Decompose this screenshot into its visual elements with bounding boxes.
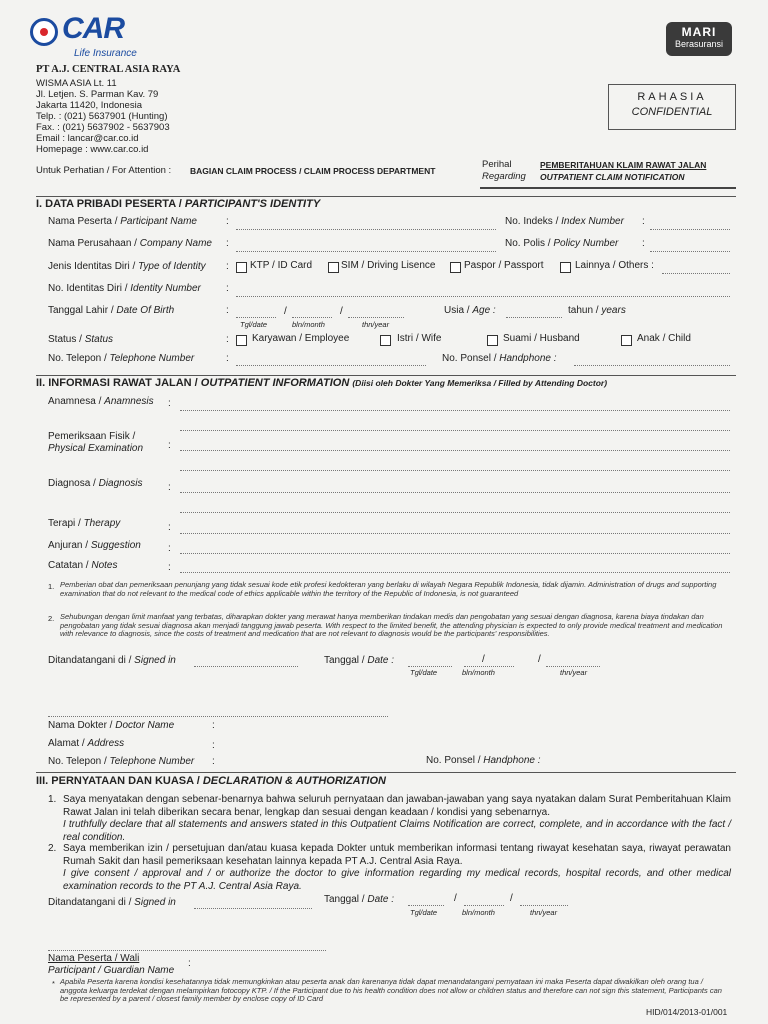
- rahasia-label: RAHASIA: [637, 91, 707, 103]
- label-en: Date Of Birth: [116, 305, 175, 316]
- label-en: Identity Number: [130, 283, 201, 294]
- declaration-number-2: 2.: [48, 843, 57, 854]
- suggestion-label: [48, 540, 141, 551]
- doctor-date-month-field[interactable]: [464, 666, 514, 667]
- note-number-1: 1.: [48, 582, 55, 591]
- label-id: Diagnosa /: [48, 478, 99, 489]
- badge-top: MARI: [681, 25, 717, 39]
- confidential-label: CONFIDENTIAL: [631, 106, 713, 118]
- label-en: Notes: [91, 560, 118, 571]
- label-id: Usia /: [444, 305, 473, 316]
- dob-year-field[interactable]: [348, 317, 404, 318]
- handphone-field[interactable]: [574, 365, 730, 366]
- confidential-box: [608, 84, 736, 130]
- address-line-3: Jakarta 11420, Indonesia: [36, 100, 142, 111]
- status-label: [48, 334, 113, 345]
- declaration-1: [63, 794, 731, 844]
- date-day-caption: Tgl/date: [410, 908, 438, 917]
- therapy-label: [48, 518, 120, 529]
- label-id: Tanggal Lahir /: [48, 305, 117, 316]
- label-id: Catatan /: [48, 560, 92, 571]
- participant-date-month-field[interactable]: [464, 905, 504, 906]
- physical-exam-field-1[interactable]: [180, 450, 730, 451]
- regarding-label: Regarding: [482, 171, 526, 182]
- address-homepage: Homepage : www.car.co.id: [36, 144, 149, 155]
- section2-rule: [36, 375, 736, 376]
- identity-type-label: [48, 261, 206, 272]
- footnote: Apabila Peserta karena kondisi kesehatannya tidak memungkinkan atau peserta anak dan karenanya tidak dapat menandatangani pernyataan ini maka Peserta dapat diwakilkan oleh orang tua / anggota keluarga terdekat dengan melampirkan fotocopy KTP. / If the Participant due to his health condition does not allow or children status and therefore can not sign this statement, Participants can be represented by a parent / closest family member by enclose copy of ID Card: [60, 977, 722, 1003]
- employee-label: Karyawan / Employee: [252, 333, 350, 344]
- label-id: Terapi /: [48, 518, 84, 529]
- participant-signature-field[interactable]: [48, 950, 326, 951]
- label-en: Anamnesis: [104, 396, 154, 407]
- section1-title: [36, 198, 320, 210]
- dob-month-field[interactable]: [292, 317, 332, 318]
- others-field[interactable]: [662, 273, 730, 274]
- label-en: Policy Number: [553, 238, 619, 249]
- declaration-2: [63, 843, 731, 893]
- doctor-address-label: [48, 738, 124, 749]
- age-label: [444, 305, 496, 316]
- label-id: Nama Perusahaan /: [48, 238, 140, 249]
- colon: :: [212, 740, 215, 751]
- notes-field[interactable]: [180, 572, 730, 573]
- footnote-asterisk: *: [52, 979, 55, 988]
- age-field[interactable]: [506, 317, 562, 318]
- label-id: No. Telepon /: [48, 353, 110, 364]
- section2-title-id: II. INFORMASI RAWAT JALAN /: [36, 377, 201, 389]
- doctor-name-label: [48, 720, 174, 731]
- others-label: Lainnya / Others :: [575, 260, 654, 271]
- physical-exam-field-2[interactable]: [180, 470, 730, 471]
- label-en: Telephone Number: [109, 353, 195, 364]
- date-separator: /: [538, 654, 541, 665]
- participant-name-label: [48, 216, 197, 227]
- child-label: Anak / Child: [637, 333, 691, 344]
- section1-title-id: I. DATA PRIBADI PESERTA /: [36, 198, 185, 210]
- label-id: No. Indeks /: [505, 216, 562, 227]
- colon: :: [226, 283, 229, 294]
- child-checkbox[interactable]: [621, 335, 632, 346]
- attention-label: Untuk Perhatian / For Attention :: [36, 165, 172, 176]
- index-number-label: [505, 216, 624, 227]
- anamnesis-field-1[interactable]: [180, 410, 730, 411]
- date-year-caption: thn/year: [560, 668, 588, 677]
- others-checkbox[interactable]: [560, 262, 571, 273]
- regarding-value: OUTPATIENT CLAIM NOTIFICATION: [540, 172, 685, 182]
- policy-number-field[interactable]: [650, 251, 730, 252]
- colon: :: [168, 398, 171, 409]
- paspor-checkbox[interactable]: [450, 262, 461, 273]
- header-rule: [480, 187, 736, 189]
- label-id: tahun /: [568, 305, 602, 316]
- date-separator: /: [340, 306, 343, 317]
- attention-value: BAGIAN CLAIM PROCESS / CLAIM PROCESS DEPARTMENT: [190, 166, 436, 176]
- date-separator: /: [454, 893, 457, 904]
- handphone-label: [442, 353, 557, 364]
- colon: :: [642, 216, 645, 227]
- perihal-label: Perihal: [482, 159, 512, 170]
- declaration-2-id: Saya memberikan izin / persetujuan dan/atau kuasa kepada Dokter untuk memberikan informasi tentang riwayat kesehatan saya, riwayat perawatan Rumah Sakit dan hasil pemeriksaan kesehatan lainnya kepada PT A.J. Central Asia Raya.: [63, 843, 731, 867]
- section2-title: [36, 377, 607, 389]
- participant-name-field[interactable]: [236, 229, 496, 230]
- policy-number-label: [505, 238, 618, 249]
- label-id: Jenis Identitas Diri /: [48, 261, 139, 272]
- phone-label: [48, 353, 194, 364]
- label-id: Tanggal /: [324, 655, 368, 666]
- physical-exam-label-en: Physical Examination: [48, 443, 144, 454]
- doctor-phone-label: [48, 756, 194, 767]
- physical-exam-label-id: Pemeriksaan Fisik /: [48, 431, 136, 442]
- dob-day-caption: Tgl/date: [240, 320, 268, 329]
- ktp-checkbox[interactable]: [236, 262, 247, 273]
- section3-rule: [36, 772, 736, 773]
- section1-title-en: PARTICIPANT'S IDENTITY: [184, 198, 321, 210]
- section2-title-note: (Diisi oleh Dokter Yang Memeriksa / Filled by Attending Doctor): [352, 378, 608, 388]
- label-id: Ditandatangani di /: [48, 655, 135, 666]
- diagnosis-field-1[interactable]: [180, 492, 730, 493]
- label-id: Ditandatangani di /: [48, 897, 135, 908]
- car-logo-text: CAR: [62, 12, 124, 45]
- badge-bottom: Berasuransi: [674, 39, 724, 49]
- label-en: Date :: [367, 894, 395, 905]
- sim-label: SIM / Driving Lisence: [341, 260, 436, 271]
- company-name: PT A.J. CENTRAL ASIA RAYA: [36, 64, 181, 75]
- doctor-date-label: [324, 655, 394, 666]
- mari-berasuransi-badge: [666, 22, 732, 56]
- participant-signed-in-label: [48, 897, 176, 908]
- label-id: No. Telepon /: [48, 756, 110, 767]
- label-en: Participant Name: [120, 216, 197, 227]
- label-en: Age :: [472, 305, 496, 316]
- date-separator: /: [510, 893, 513, 904]
- label-en: Index Number: [561, 216, 624, 227]
- husband-label: Suami / Husband: [503, 333, 580, 344]
- employee-checkbox[interactable]: [236, 335, 247, 346]
- label-id: Tanggal /: [324, 894, 368, 905]
- address-line-1: WISMA ASIA Lt. 11: [36, 78, 117, 89]
- label-id: No. Polis /: [505, 238, 554, 249]
- colon: :: [212, 720, 215, 731]
- husband-checkbox[interactable]: [487, 335, 498, 346]
- label-id: Alamat /: [48, 738, 88, 749]
- doctor-date-year-field[interactable]: [546, 666, 600, 667]
- label-id: Nama Dokter /: [48, 720, 116, 731]
- label-id: No. Ponsel /: [442, 353, 500, 364]
- colon: :: [226, 261, 229, 272]
- colon: :: [168, 543, 171, 554]
- address-phone: Telp. : (021) 5637901 (Hunting): [36, 111, 168, 122]
- label-en: Suggestion: [90, 540, 141, 551]
- label-id: No. Ponsel /: [426, 755, 484, 766]
- section3-title: [36, 775, 386, 787]
- address-line-2: Jl. Letjen. S. Parman Kav. 79: [36, 89, 159, 100]
- label-en: years: [601, 305, 626, 316]
- dob-year-caption: thn/year: [362, 320, 390, 329]
- section3-title-en: DECLARATION & AUTHORIZATION: [202, 775, 386, 787]
- date-separator: /: [284, 306, 287, 317]
- suggestion-field[interactable]: [180, 553, 730, 554]
- colon: :: [226, 305, 229, 316]
- colon: :: [188, 958, 191, 969]
- note-2: Sehubungan dengan limit manfaat yang terbatas, diharapkan dokter yang merawat hanya memberikan tindakan medis dan pengobatan yang sesuai dengan diagnosa, karena biaya tindakan dan pengobatan yang tidak sesuai diagnosa akan menjadi tanggung jawab peserta. With respect to the limited benefit, the attending physician is expected to only provide medical treatment and medication with relevance to diagnosis, since the costs of treatment and medication that are not relevant to diagnosis would be the participants' responsibilities.: [60, 612, 723, 638]
- label-en: Therapy: [83, 518, 121, 529]
- label-en: Date :: [367, 655, 395, 666]
- note-1: Pemberian obat dan pemeriksaan penunjang yang tidak sesuai kode etik profesi kedokteran yang berlaku di wilayah Negara Republik Indonesia, tidak dijamin. Administration of drugs and supporting examination that do not relevant to the medical code of ethics applicable within the territory of the Republic of Indonesia, is not guaranteed: [60, 580, 717, 598]
- dob-day-field[interactable]: [236, 317, 276, 318]
- label-en: Company Name: [139, 238, 212, 249]
- identity-number-label: [48, 283, 201, 294]
- colon: :: [226, 334, 229, 345]
- dob-month-caption: bln/month: [292, 320, 325, 329]
- wife-checkbox[interactable]: [380, 335, 391, 346]
- colon: :: [226, 238, 229, 249]
- date-separator: /: [482, 654, 485, 665]
- form-code: HID/014/2013-01/001: [646, 1007, 728, 1017]
- label-en: Signed in: [134, 655, 176, 666]
- years-label: [568, 305, 626, 316]
- label-id: Anamnesa /: [48, 396, 105, 407]
- anamnesis-field-2[interactable]: [180, 430, 730, 431]
- section3-title-id: III. PERNYATAAN DAN KUASA /: [36, 775, 203, 787]
- phone-field[interactable]: [236, 365, 426, 366]
- declaration-2-en: I give consent / approval and / or authorize the doctor to give information regarding my medical records, hospital records, and other medical examination records to the PT A.J. Central Asia Raya.: [63, 868, 731, 892]
- anamnesis-label: [48, 396, 154, 407]
- label-id: No. Identitas Diri /: [48, 283, 131, 294]
- therapy-field[interactable]: [180, 533, 730, 534]
- doctor-handphone-label: [426, 755, 541, 766]
- colon: :: [642, 238, 645, 249]
- label-en: Signed in: [134, 897, 176, 908]
- label-en: Type of Identity: [138, 261, 206, 272]
- label-en: Doctor Name: [115, 720, 175, 731]
- company-name-label: [48, 238, 212, 249]
- section2-title-en: OUTPATIENT INFORMATION: [200, 377, 350, 389]
- colon: :: [168, 522, 171, 533]
- declaration-1-id: Saya menyatakan dengan sebenar-benarnya bahwa seluruh pernyataan dan jawaban-jawaban yang saya nyatakan dalam Surat Pemberitahuan Klaim Rawat Jalan ini telah diberikan secara benar, lengkap dan sesuai dengan keadaan / kondisi yang sebenarnya.: [63, 794, 731, 818]
- participant-date-label: [324, 894, 394, 905]
- colon: :: [226, 353, 229, 364]
- label-id: Nama Peserta /: [48, 216, 121, 227]
- date-month-caption: bln/month: [462, 668, 495, 677]
- colon: :: [168, 440, 171, 451]
- logo-subtitle: Life Insurance: [74, 48, 137, 59]
- participant-date-day-field[interactable]: [408, 905, 444, 906]
- perihal-value: PEMBERITAHUAN KLAIM RAWAT JALAN: [540, 160, 707, 170]
- car-logo-icon: [30, 18, 58, 46]
- notes-label: [48, 560, 117, 571]
- diagnosis-label: [48, 478, 143, 489]
- wife-label: Istri / Wife: [397, 333, 442, 344]
- dob-label: [48, 305, 174, 316]
- section1-rule: [36, 196, 736, 197]
- address-fax: Fax. : (021) 5637902 - 5637903: [36, 122, 170, 133]
- colon: :: [226, 216, 229, 227]
- company-name-field[interactable]: [236, 251, 496, 252]
- identity-number-field[interactable]: [236, 296, 730, 297]
- label-en: Telephone Number: [109, 756, 195, 767]
- label-en: Handphone :: [499, 353, 557, 364]
- label-id: Status /: [48, 334, 85, 345]
- date-year-caption: thn/year: [530, 908, 558, 917]
- label-en: Status: [84, 334, 114, 345]
- participant-date-year-field[interactable]: [520, 905, 568, 906]
- label-en: Diagnosis: [98, 478, 143, 489]
- date-day-caption: Tgl/date: [410, 668, 438, 677]
- guardian-name-label-id: Nama Peserta / Wali: [48, 953, 140, 964]
- doctor-signed-in-label: [48, 655, 176, 666]
- sim-checkbox[interactable]: [328, 262, 339, 273]
- label-id: Anjuran /: [48, 540, 91, 551]
- diagnosis-field-2[interactable]: [180, 512, 730, 513]
- index-number-field[interactable]: [650, 229, 730, 230]
- guardian-name-label-en: Participant / Guardian Name: [48, 965, 175, 976]
- colon: :: [168, 562, 171, 573]
- date-month-caption: bln/month: [462, 908, 495, 917]
- note-number-2: 2.: [48, 614, 55, 623]
- participant-signed-in-field[interactable]: [194, 908, 312, 909]
- label-en: Address: [87, 738, 125, 749]
- doctor-date-day-field[interactable]: [408, 666, 452, 667]
- colon: :: [212, 756, 215, 767]
- address-email: Email : lancar@car.co.id: [36, 133, 139, 144]
- paspor-label: Paspor / Passport: [464, 260, 544, 271]
- label-en: Handphone :: [483, 755, 541, 766]
- doctor-signed-in-field[interactable]: [194, 666, 298, 667]
- declaration-1-en: I truthfully declare that all statements and answers stated in this Outpatient Claims Notification are correct, complete, and in accordance with the fact / real condition.: [63, 819, 731, 843]
- declaration-number-1: 1.: [48, 794, 57, 805]
- colon: :: [168, 482, 171, 493]
- ktp-label: KTP / ID Card: [250, 260, 313, 271]
- doctor-signature-field[interactable]: [48, 716, 388, 717]
